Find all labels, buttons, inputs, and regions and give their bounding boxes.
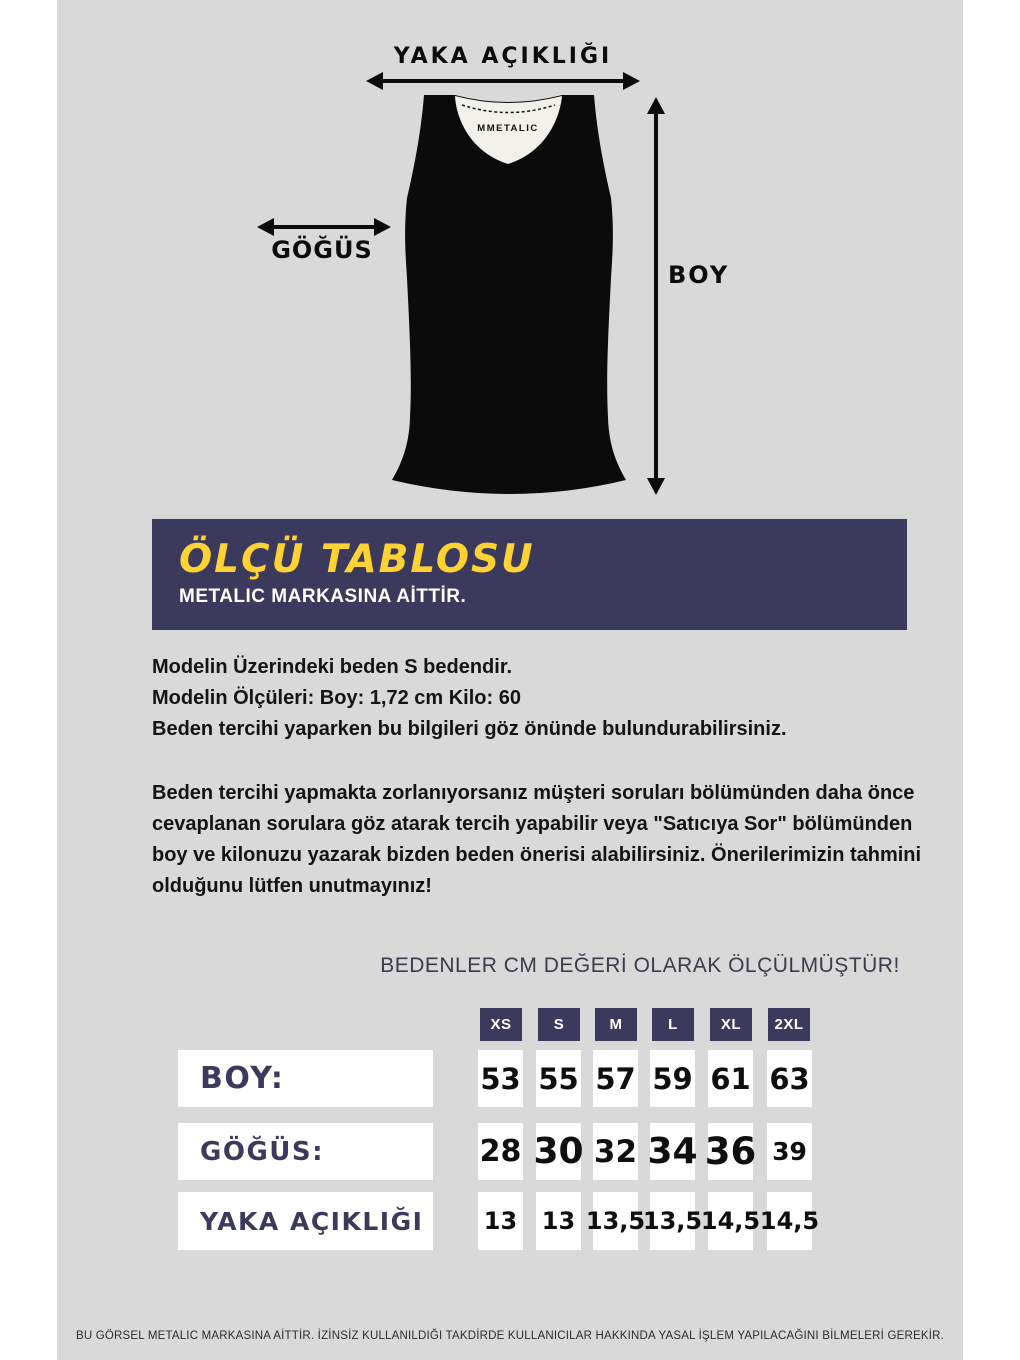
legal-footer-text: BU GÖRSEL METALIC MARKASINA AİTTİR. İZİNSİZ KULLANILDIĞI TAKDİRDE KULLANICILAR HAKKINDA YASAL İŞLEM YAPILACAĞINI BİLMELERİ GEREKİR. [75,1330,945,1342]
table-cell: 13 [478,1192,523,1250]
table-cell: 61 [708,1050,753,1107]
paragraph-line: Modelin Ölçüleri: Boy: 1,72 cm Kilo: 60 [152,687,521,709]
paragraph-line: boy ve kilonuzu yazarak bizden beden önerisi alabilirsiniz. Önerilerimizin tahmini [152,844,922,866]
size-header-m: M [595,1008,637,1041]
chest-measure-arrow [257,218,391,236]
size-chart-banner [152,519,907,630]
tank-top-diagram [240,40,740,510]
table-cell: 53 [478,1050,523,1107]
table-cell: 14,5 [708,1192,753,1250]
paragraph-line: cevaplanan sorulara göz atarak tercih yapabilir veya "Satıcıya Sor" bölümünden [152,813,913,835]
chest-label: GÖĞÜS [271,236,373,264]
neck-measure-arrow [366,72,640,90]
neck-opening-label: YAKA AÇIKLIĞI [393,44,613,69]
table-cell: 14,5 [767,1192,812,1250]
table-cell: 32 [593,1123,638,1180]
size-header-xs: XS [480,1008,522,1041]
size-header-s: S [538,1008,580,1041]
model-info-paragraph [152,656,932,749]
tank-top-silhouette [392,95,626,494]
table-cell: 13,5 [593,1192,638,1250]
length-measure-arrow [647,97,665,495]
table-cell: 57 [593,1050,638,1107]
table-cell: 59 [650,1050,695,1107]
row-label-gogus: GÖĞÜS: [178,1123,433,1180]
paragraph-line: Beden tercihi yapmakta zorlanıyorsanız müşteri soruları bölümünden daha önce [152,782,915,804]
table-cell: 13,5 [650,1192,695,1250]
row-label-boy: BOY: [178,1050,433,1107]
table-cell: 55 [536,1050,581,1107]
banner-title: ÖLÇÜ TABLOSU [179,537,535,582]
table-cell: 39 [767,1123,812,1180]
table-heading: BEDENLER CM DEĞERİ OLARAK ÖLÇÜLMÜŞTÜR! [380,954,900,977]
length-label: BOY [668,261,730,289]
table-cell: 13 [536,1192,581,1250]
table-cell: 36 [708,1123,753,1180]
table-cell: 34 [650,1123,695,1180]
size-header-2xl: 2XL [768,1008,810,1041]
banner-subtitle: METALIC MARKASINA AİTTİR. [179,586,467,607]
row-label-yaka-acikligi: YAKA AÇIKLIĞI [178,1192,433,1250]
table-cell: 63 [767,1050,812,1107]
table-cell: 30 [536,1123,581,1180]
table-cell: 28 [478,1123,523,1180]
size-header-l: L [652,1008,694,1041]
size-header-xl: XL [710,1008,752,1041]
collar-brand-label: MMETALIC [477,123,539,134]
paragraph-line: Modelin Üzerindeki beden S bedendir. [152,656,513,678]
paragraph-line: olduğunu lütfen unutmayınız! [152,875,432,897]
size-advice-paragraph [152,782,932,906]
paragraph-line: Beden tercihi yaparken bu bilgileri göz önünde bulundurabilirsiniz. [152,718,787,740]
